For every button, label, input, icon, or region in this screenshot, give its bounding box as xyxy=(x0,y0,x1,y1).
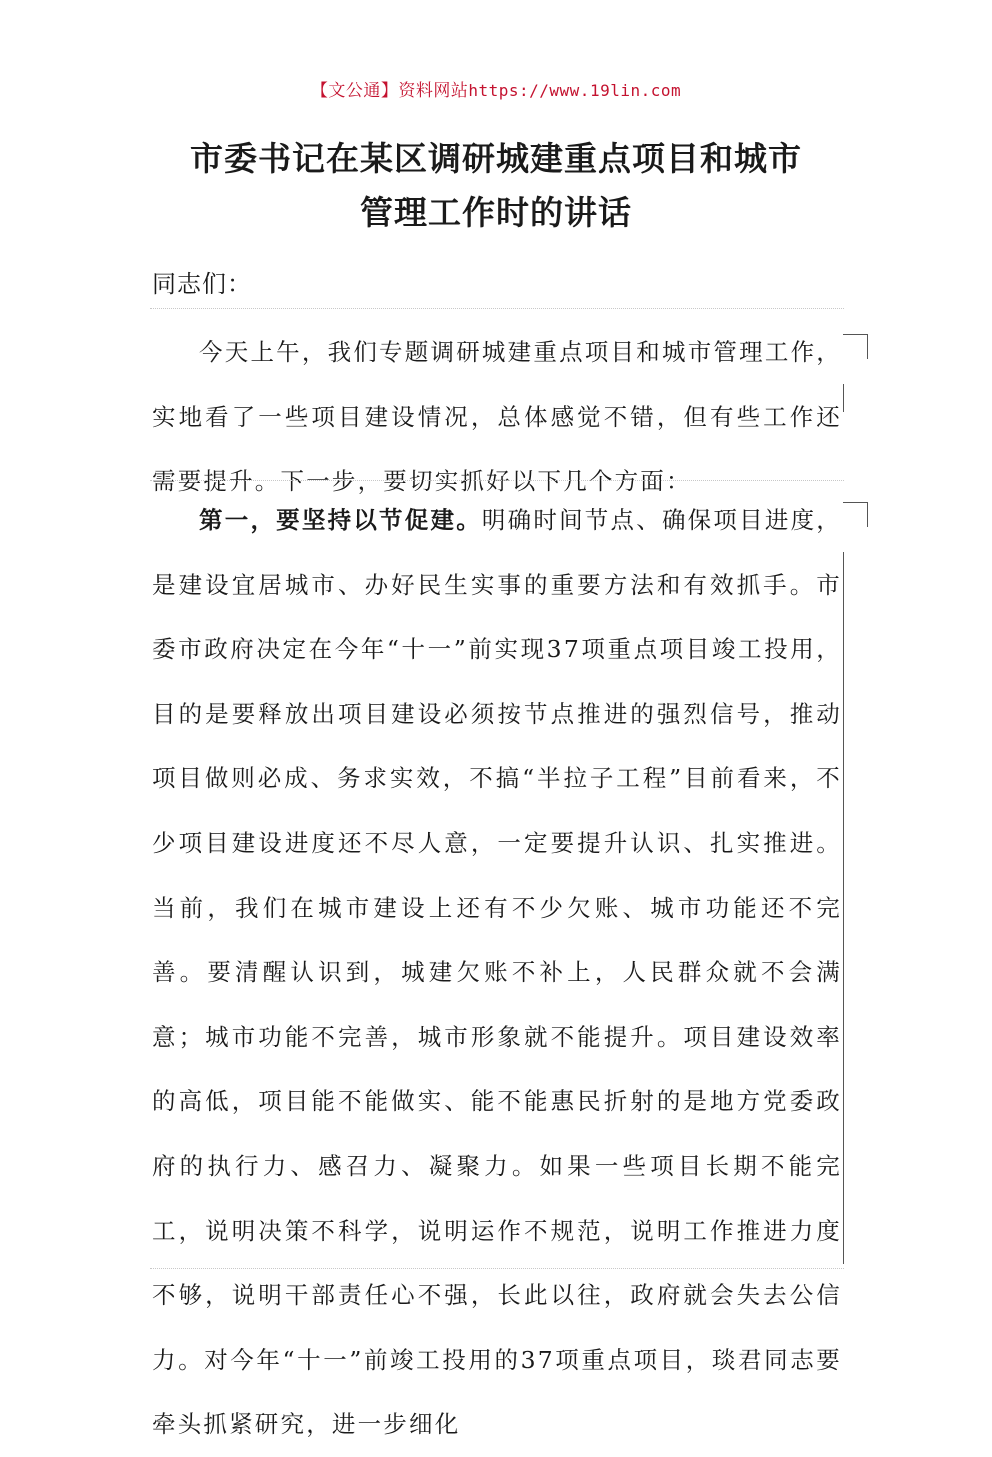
document-title xyxy=(0,132,992,240)
paragraph-lead: 第一，要坚持以节促建。 xyxy=(199,506,482,534)
paragraph-text: 明确时间节点、确保项目进度，是建设宜居城市、办好民生实事的重要方法和有效抓手。市委市政府决定在今年“十一”前实现37项重点项目竣工投用，目的是要释放出项目建设必须按节点推进的强烈信号，推动项目做则必成、务求实效，不搞“半拉子工程”目前看来，不少项目建设进度还不尽人意，一定要提升认识、扎实推进。当前，我们在城市建设上还有不少欠账、城市功能还不完善。要清醒认识到，城建欠账不补上，人民群众就不会满意；城市功能不完善，城市形象就不能提升。项目建设效率的高低，项目能不能做实、能不能惠民折射的是地方党委政府的执行力、感召力、凝聚力。如果一些项目长期不能完工，说明决策不科学，说明运作不规范，说明工作推进力度不够，说明干部责任心不强，长此以往，政府就会失去公信力。对今年“十一”前竣工投用的37项重点项目，琰君同志要牵头抓紧研究，进一步细化 xyxy=(152,506,842,1439)
paragraph-intro xyxy=(152,320,842,514)
watermark-prefix: 【文公通】资料网站 xyxy=(310,81,469,101)
paragraph-text: 今天上午，我们专题调研城建重点项目和城市管理工作，实地看了一些项目建设情况，总体感觉不错，但有些工作还需要提升。下一步，要切实抓好以下几个方面： xyxy=(152,338,842,496)
paragraph-divider xyxy=(150,480,844,481)
title-line-1: 市委书记在某区调研城建重点项目和城市 xyxy=(190,139,802,178)
title-line-2: 管理工作时的讲话 xyxy=(360,193,632,232)
paragraph-point-one xyxy=(152,488,842,1457)
site-watermark xyxy=(0,76,992,101)
paragraph-divider xyxy=(150,308,844,309)
text-edge-mark xyxy=(843,552,844,1264)
text-edge-mark xyxy=(843,384,844,412)
page-bottom-rule xyxy=(150,1268,844,1269)
watermark-url[interactable]: https://www.19lin.com xyxy=(468,81,682,100)
paragraph-corner-mark xyxy=(843,502,868,527)
salutation: 同志们： xyxy=(152,270,252,298)
paragraph-corner-mark xyxy=(843,334,868,359)
